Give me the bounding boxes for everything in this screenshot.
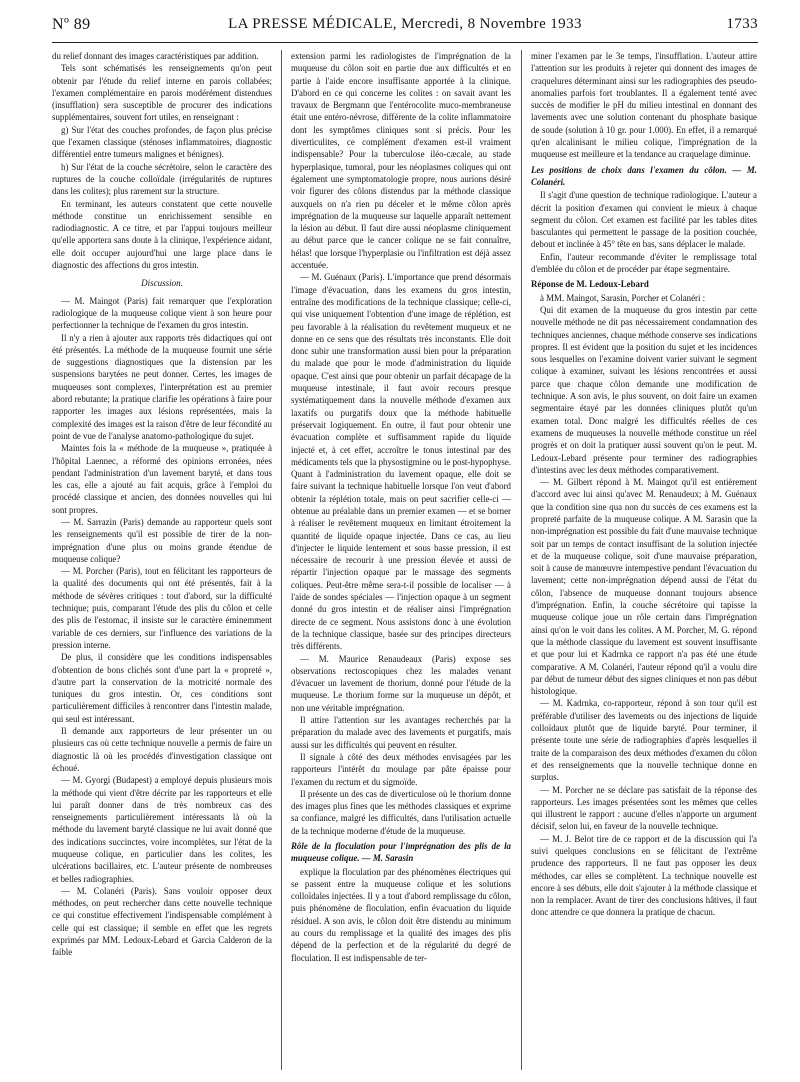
- paragraph: Qui dit examen de la muqueuse du gros intestin par cette nouvelle méthode ne dit pas nécessairement condamnation des techniques anciennes, chaque méthode conserve ses indications propres. Il est évident que la position du sujet et les incidences sous lesquelles on l'examine doivent varier suivant le segment colique à examiner, suivant les lésions rencontrées et aussi parce que chaque côlon demande une modification de technique. A son avis, le plus souvent, on doit faire un examen segmentaire étayé par les données cliniques plutôt qu'un examen total. Donc malgré les difficultés réelles de ces examens de muqueuses la nouvelle méthode constitue un réel progrès et on doit la pratiquer aussi souvent qu'on le peut. M. Ledoux-Lebard présente pour terminer des radiographies d'intestins avec les deux méthodes comparativement.: [531, 304, 757, 475]
- paragraph: En terminant, les auteurs constatent que cette nouvelle méthode constitue un enrichissement sensible en radiodiagnostic. A ce titre, et par l'appui toujours meilleur qu'elle apportera sans doute à la clinique, l'expérience aidant, elle doit occuper aujourd'hui une large place dans le diagnostic des affections du gros intestin.: [52, 198, 272, 271]
- paragraph: du relief donnant des images caractéristiques par addition.: [52, 51, 259, 61]
- reply-heading: Réponse de M. Ledoux-Lebard: [531, 279, 649, 290]
- paragraph: Il signale à côté des deux méthodes envisagées par les rapporteurs l'intérêt du moulage par pâte épaisse pour l'examen du rectum et du sigmoïde.: [291, 751, 511, 787]
- paragraph: Enfin, l'auteur recommande d'éviter le remplissage total d'emblée du côlon et de procéder par étape segmentaire.: [531, 251, 757, 275]
- paragraph: miner l'examen par le 3e temps, l'insufflation. L'auteur attire l'attention sur les produits à rejeter qui donnent des images de craquelures déterminant ainsi sur les radiographies des pseudo-anomalies parfois fort troublantes. Il a également tenté avec succès de modifier le pH du milieu intestinal en donnant des lavements avec une solution contenant du phosphate basique de soude (solution à 10 gr. pour 1.000). En effet, il a remarqué qu'en alcalinisant le milieu colique, l'imprégnation de la muqueuse est meilleure et la tendance au craquelage diminue.: [531, 51, 757, 160]
- page-number: 1733: [726, 16, 758, 32]
- paragraph: extension parmi les radiologistes de l'imprégnation de la muqueuse du côlon soit en partie due aux difficultés et en partie à l'aide encore insuffisante apportée à la clinique. D'abord en ce qui concerne les colites : on savait avant les travaux de Bergmann que l'entérocolite muco-membraneuse était une entéro-névrose, différente de la colite inflammatoire dont les symptômes cliniques sont si précis. Pour les diverticulites, ce complément d'examen est-il vraiment indispensable? Pour la tuberculose iléo-cæcale, au stade hyperplasique, tumoral, pour les néoplasmes coliques qui ont également une symptomatologie propre, nous aurions désiré voir figurer des côlons distendus par la méthode classique auxquels on n'a rien pu déceler et le même côlon après imprégnation de la muqueuse sur laquelle apparaît nettement la lésion au début. Il faut dire aussi néoplasme cliniquement au début parce que le cancer colique ne se fait connaître, hélas! que lorsque l'hyperplasie ou l'infiltration est déjà assez accentuée.: [291, 51, 511, 271]
- paragraph: — M. Guénaux (Paris). L'importance que prend désormais l'image d'évacuation, dans les examens du gros intestin, entraîne des modifications de la technique classique; celle-ci, qui vise uniquement l'obtention d'une image de réplétion, est peu favorable à la réalisation du revêtement muqueux et ne donne en ce sens que des résultats très inconstants. Elle doit donc subir une transformation aussi bien pour la préparation du malade que pour le mode d'administration du liquide opaque. C'est ainsi que pour obtenir un parfait décapage de la muqueuse intestinale, il faut avoir recours presque systématiquement dans la nouvelle méthode d'examen aux laxatifs ou purgatifs doux que la méthode habituelle préservait logiquement. En outre, il faut pour obtenir une évacuation complète et suffisamment rapide du liquide injecté et, à cet effet, accroître le tonus intestinal par des médicaments tels que la physostigmine ou le post-hypophyse. Quant à l'administration du lavement opaque, elle doit se faire suivant la technique habituelle lorsque l'on veut d'abord obtenir la réplétion totale, mais on peut sacrifier celle-ci — obtenue au préalable dans un premier examen — et se borner à réaliser le revêtement muqueux en limitant étroitement la quantité de liquide opaque injectée. Dans ce cas, au lieu d'injecter le liquide lentement et sous basse pression, il est nécessaire de recourir à une pression élevée et aussi de répartir l'injection opaque par le massage des segments coliques. Peut-être même sera-t-il possible de localiser — à l'aide de sondes spéciales — l'injection opaque à un segment donné du gros intestin et de réaliser ainsi l'imprégnation directe de ce segment. Nous assistons donc à une évolution de la technique classique, basée sur des principes directeurs très différents.: [291, 272, 511, 652]
- column-3: [531, 50, 757, 1070]
- paragraph: De plus, il considère que les conditions indispensables d'obtention de bons clichés sont d'une part la « propreté », d'autre part la conservation de la motricité normale des tuniques du gros intestin. Or, ces conditions sont particulièrement difficiles à rencontrer dans l'intestin malade, qui seul est intéressant.: [52, 652, 272, 724]
- paragraph: — M. Porcher ne se déclare pas satisfait de la réponse des rapporteurs. Les images présentées sont les mêmes que celles qui illustrent le rapport : aucune d'elles n'apporte un argument décisif, selon lui, en faveur de la nouvelle technique.: [531, 784, 757, 832]
- column-1: [52, 50, 272, 1070]
- section-subheading: Les positions de choix dans l'examen du côlon. — M. Colanéri.: [531, 164, 757, 187]
- paragraph: h) Sur l'état de la couche sécrétoire, selon le caractère des ruptures de la couche colloïdale (irrégularités de ruptures dans les colites); plus rarement sur la structure.: [52, 161, 272, 197]
- column-2: [291, 50, 511, 1070]
- paragraph: Il n'y a rien à ajouter aux rapports très didactiques qui ont été présentés. La méthode de la muqueuse fournit une série de suggestions diagnostiques que la distension par les suspensions barytées ne peut donner. Certes, les images de muqueuses sont complexes, l'interprétation est au premier abord rebutante; la pratique clarifie les opérations à faire pour rapporter les images aux lésions représentées, mais la complexité des images est la raison d'être de leur fécondité au point de vue de l'analyse anatomo-pathologique du sujet.: [52, 332, 272, 441]
- paragraph: Maintes fois la « méthode de la muqueuse », pratiquée à l'hôpital Laennec, a réformé des opinions erronées, nées pendant l'administration d'un lavement baryté, et dans tous les cas, elle a ajouté au fait acquis, grâce à l'emploi du procédé classique et ancien, des données nouvelles qui lui sont propres.: [52, 443, 272, 515]
- paragraph: — M. Sarrazin (Paris) demande au rapporteur quels sont les renseignements qu'il est possible de tirer de la non-imprégnation d'une plus ou moins grande étendue de muqueuse colique?: [52, 516, 272, 564]
- paragraph: — M. Gyorgi (Budapest) a employé depuis plusieurs mois la méthode qui vient d'être décrite par les rapporteurs et elle lui paraît donner dans de très nombreux cas des renseignements particulièrement intéressants là où la méthode du lavement baryté classique ne lui avait donné que des indications succinctes, voire incomplètes, sur l'état de la muqueuse colique, en particulier dans les colites, les ulcérations bacillaires, etc. L'auteur présente de nombreuses et belles radiographies.: [52, 775, 272, 884]
- paragraph: — M. Colanéri (Paris). Sans vouloir opposer deux méthodes, on peut rechercher dans cette nouvelle technique ce qui constitue effectivement l'indispensable complément à celle qui est classique; il semble en effet que les regrets exprimés par MM. Ledoux-Lebard et Garcia Calderon de la faible: [52, 885, 272, 958]
- paragraph: Il demande aux rapporteurs de leur présenter un ou plusieurs cas où cette technique nouvelle a permis de faire un diagnostic là où les procédés d'investigation classique ont échoué.: [52, 726, 272, 773]
- paragraph: Il attire l'attention sur les avantages recherchés par la préparation du malade avec des lavements et purgatifs, mais aussi sur les difficultés qui peuvent en résulter.: [291, 715, 511, 750]
- paragraph: Il présente un des cas de diverticulose où le thorium donne des images plus fines que les méthodes classiques et exprime sa confiance, malgré les difficultés, dans l'utilisation actuelle de la technique moderne d'étude de la muqueuse.: [291, 788, 511, 836]
- paragraph: — M. J. Belot tire de ce rapport et de la discussion qui l'a suivi quelques conclusions en se félicitant de l'extrême prudence des rapporteurs. Il ne faut pas opposer les deux méthodes, car elles se complètent. La technique nouvelle est encore à ses débuts, elle doit s'ajouter à la méthode classique et non la remplacer. Avant de tirer des conclusions hâtives, il faut donc attendre ce que donnera la pratique de chacun.: [531, 833, 757, 918]
- paragraph: — M. Maurice Renaudeaux (Paris) expose ses observations rectoscopiques chez les malades venant d'évacuer un lavement de thorium, donné pour l'étude de la muqueuse. Le thorium forme sur la muqueuse un dépôt, et non une véritable imprégnation.: [291, 653, 511, 713]
- paragraph: g) Sur l'état des couches profondes, de façon plus précise que l'examen classique (sténoses inflammatoires, diagnostic différentiel entre tumeurs malignes et bénignes).: [52, 124, 272, 160]
- paragraph: Tels sont schématisés les renseignements qu'on peut obtenir par l'étude du relief interne en parois collabées; l'examen complémentaire en parois modérément distendues (insufflation) sera susceptible de procurer des indications supplémentaires, souvent fort utiles, en renseignant :: [52, 63, 272, 123]
- paragraph: Il s'agit d'une question de technique radiologique. L'auteur a décrit la position d'examen qui convient le mieux à chaque segment du côlon. Cet examen est facilité par les tables dites basculantes qui permettent le passage de la position couchée, debout et inclinée à 45° tête en bas, sans déplacer le malade.: [531, 190, 757, 250]
- paragraph: — M. Maingot (Paris) fait remarquer que l'exploration radiologique de la muqueuse colique vient à son heure pour perfectionner la technique de l'examen du gros intestin.: [52, 295, 272, 331]
- column-divider: [281, 50, 282, 1070]
- paragraph: — M. Kadrnka, co-rapporteur, répond à son tour qu'il est préférable d'utiliser des lavements ou des injections de liquide colloïdaux plutôt que de liquide baryté. Pour terminer, il présente toute une série de radiographies d'après lesquelles il traite de la comparaison des deux méthodes d'examen du côlon et des renseignements que la nouvelle technique donne en surplus.: [531, 698, 757, 783]
- paragraph: — M. Gilbert répond à M. Maingot qu'il est entièrement d'accord avec lui ainsi qu'avec M. Renaudeux; à M. Guénaux que la condition sine qua non du succès de ces examens est la propreté parfaite de la muqueuse colique. A M. Sarasin que la non-imprégnation est possible du fait d'une mauvaise technique soit par un temps de contact insuffisant de la solution injectée et de la muqueuse colique, soit d'une mauvaise préparation, soit à cause de manœuvre intempestive pendant l'évacuation du lavement; cette non-imprégnation dépend aussi de l'état du côlon, l'absence de muqueuse donnant toujours absence d'imprégnation. Enfin, la couche sécrétoire qui tapisse la muqueuse colique joue un rôle certain dans l'imprégnation ainsi qu'on le voit dans les colites. A M. Porcher, M. G. répond que la méthode classique du lavement est souvent insuffisante et que pour lui et Kadrnka ce rapport n'a pas été une étude comparative. A M. Colanéri, l'auteur répond qu'il a voulu dire par début de tumeur début des signes cliniques et non pas début histologique.: [531, 477, 757, 697]
- page-header: [52, 16, 758, 38]
- paragraph: à MM. Maingot, Sarasin, Porcher et Colanéri :: [540, 292, 706, 303]
- header-rule: [52, 42, 758, 43]
- paragraph: explique la floculation par des phénomènes électriques qui se passent entre la muqueuse colique et les solutions colloïdales injectées. Il y a tout d'abord remplissage du côlon, puis phénomène de floculation, enfin évacuation du liquide résiduel. A son avis, le côlon doit être distendu au minimum au cours du remplissage et la qualité des images des plis dépend de la perfection et de la régularité du degré de floculation. Il est indispensable de ter-: [291, 866, 511, 963]
- discussion-heading: Discussion.: [141, 278, 183, 289]
- section-subheading: Rôle de la floculation pour l'imprégnation des plis de la muqueuse colique. — M. Sarasin: [291, 841, 511, 864]
- journal-title: LA PRESSE MÉDICALE, Mercredi, 8 Novembre 1933: [228, 16, 582, 32]
- issue-number: Nº 89: [52, 16, 91, 33]
- column-divider: [521, 50, 522, 1070]
- paragraph: — M. Porcher (Paris), tout en félicitant les rapporteurs de la qualité des documents qui ont été présentés, fait à la méthode de sévères critiques : tout d'abord, sur la difficulté technique; puis, comparant l'étude des plis du côlon et celle des plis de l'estomac, il insiste sur le caractère éminemment variable de ces derniers, sur l'influence des variations de la pression interne.: [52, 566, 272, 650]
